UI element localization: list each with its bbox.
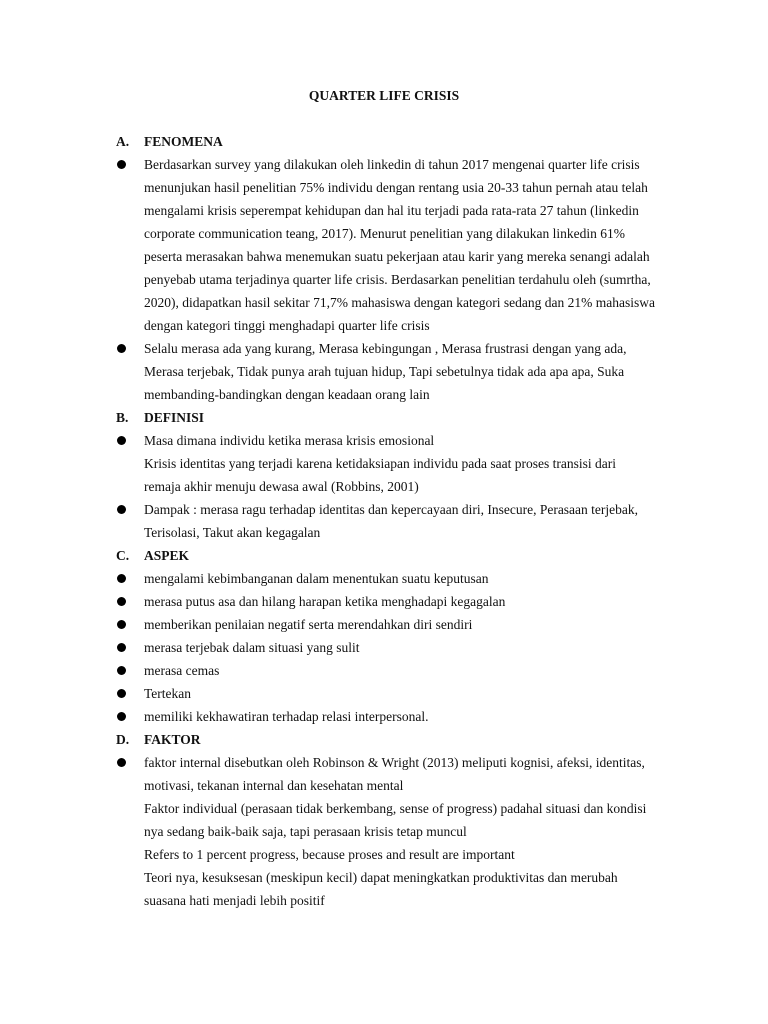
bullet-item xyxy=(116,659,656,682)
bullet-dot xyxy=(117,712,126,721)
bullet-item xyxy=(116,590,656,613)
bullet-item xyxy=(116,751,656,797)
section-title: DEFINISI xyxy=(144,410,205,425)
bullet-dot xyxy=(117,574,126,583)
paragraph-item xyxy=(116,866,656,912)
bullet-dot xyxy=(117,597,126,606)
bullet-icon xyxy=(116,567,144,590)
bullet-item xyxy=(116,613,656,636)
section-heading xyxy=(116,728,656,751)
bullet-icon xyxy=(116,636,144,659)
item-text: Refers to 1 percent progress, because proses and result are important xyxy=(144,847,515,862)
bullet-item xyxy=(116,636,656,659)
section-marker: D. xyxy=(116,732,130,747)
document-title: QUARTER LIFE CRISIS xyxy=(308,88,460,103)
item-text: faktor internal disebutkan oleh Robinson & Wright (2013) meliputi kognisi, afeksi, identitas, motivasi, tekanan internal dan kesehatan mental xyxy=(144,755,645,793)
bullet-icon xyxy=(116,590,144,613)
section-marker: A. xyxy=(116,134,130,149)
bullet-dot xyxy=(117,620,126,629)
paragraph-item xyxy=(116,452,656,498)
bullet-item xyxy=(116,705,656,728)
bullet-item xyxy=(116,682,656,705)
section-heading xyxy=(116,406,656,429)
item-text: merasa putus asa dan hilang harapan ketika menghadapi kegagalan xyxy=(144,594,506,609)
item-text: Berdasarkan survey yang dilakukan oleh linkedin di tahun 2017 mengenai quarter life crisis menunjukan hasil penelitian 75% individu dengan rentang usia 20-33 tahun pernah atau telah mengalami krisis seperempat kehidupan dan hal itu terjadi pada rata-rata 27 tahun (linkedin corporate communication teang, 2017). Menurut penelitian yang dilakukan linkedin 61% peserta merasakan bahwa menemukan suatu pekerjaan atau karir yang mereka senangi adalah penyebab utama terjadinya quarter life crisis. Berdasarkan penelitian terdahulu oleh (sumrtha, 2020), didapatkan hasil sekitar 71,7% mahasiswa dengan kategori sedang dan 21% mahasiswa dengan kategori tinggi menghadapi quarter life crisis xyxy=(144,157,655,333)
bullet-item xyxy=(116,567,656,590)
item-text: Selalu merasa ada yang kurang, Merasa kebingungan , Merasa frustrasi dengan yang ada, Merasa terjebak, Tidak punya arah tujuan hidup, Tapi sebetulnya tidak ada apa apa, Suka membanding-bandingkan dengan keadaan orang lain xyxy=(144,341,627,402)
bullet-item xyxy=(116,153,656,337)
indent-spacer xyxy=(116,843,144,866)
item-text: mengalami kebimbanganan dalam menentukan suatu keputusan xyxy=(144,571,489,586)
bullet-icon xyxy=(116,429,144,452)
item-text: merasa terjebak dalam situasi yang sulit xyxy=(144,640,360,655)
bullet-dot xyxy=(117,689,126,698)
item-text: Masa dimana individu ketika merasa krisis emosional xyxy=(144,433,435,448)
bullet-icon xyxy=(116,498,144,544)
indent-spacer xyxy=(116,866,144,912)
bullet-item xyxy=(116,337,656,406)
bullet-dot xyxy=(117,666,126,675)
section-title: FAKTOR xyxy=(144,732,201,747)
bullet-dot xyxy=(117,505,126,514)
bullet-dot xyxy=(117,758,126,767)
bullet-icon xyxy=(116,337,144,406)
item-text: Dampak : merasa ragu terhadap identitas dan kepercayaan diri, Insecure, Perasaan terjebak, Terisolasi, Takut akan kegagalan xyxy=(144,502,639,540)
paragraph-item xyxy=(116,843,656,866)
section-heading xyxy=(116,544,656,567)
item-text: Faktor individual (perasaan tidak berkembang, sense of progress) padahal situasi dan kondisi nya sedang baik-baik saja, tapi perasaan krisis tetap muncul xyxy=(144,801,647,839)
document-body xyxy=(116,130,656,912)
bullet-dot xyxy=(117,160,126,169)
indent-spacer xyxy=(116,797,144,843)
item-text: memberikan penilaian negatif serta merendahkan diri sendiri xyxy=(144,617,473,632)
bullet-item xyxy=(116,429,656,452)
item-text: merasa cemas xyxy=(144,663,220,678)
indent-spacer xyxy=(116,452,144,498)
section-marker: B. xyxy=(116,410,129,425)
item-text: memiliki kekhawatiran terhadap relasi interpersonal. xyxy=(144,709,429,724)
bullet-icon xyxy=(116,153,144,337)
item-text: Teori nya, kesuksesan (meskipun kecil) dapat meningkatkan produktivitas dan merubah suasana hati menjadi lebih positif xyxy=(144,870,618,908)
section-marker: C. xyxy=(116,548,130,563)
section-title: ASPEK xyxy=(144,548,190,563)
bullet-icon xyxy=(116,705,144,728)
bullet-icon xyxy=(116,751,144,797)
bullet-dot xyxy=(117,436,126,445)
bullet-dot xyxy=(117,643,126,652)
paragraph-item xyxy=(116,797,656,843)
item-text: Krisis identitas yang terjadi karena ketidaksiapan individu pada saat proses transisi dari remaja akhir menuju dewasa awal (Robbins, 2001) xyxy=(144,456,616,494)
bullet-dot xyxy=(117,344,126,353)
section-title: FENOMENA xyxy=(144,134,223,149)
bullet-icon xyxy=(116,682,144,705)
section-heading xyxy=(116,130,656,153)
bullet-icon xyxy=(116,659,144,682)
item-text: Tertekan xyxy=(144,686,192,701)
bullet-item xyxy=(116,498,656,544)
bullet-icon xyxy=(116,613,144,636)
